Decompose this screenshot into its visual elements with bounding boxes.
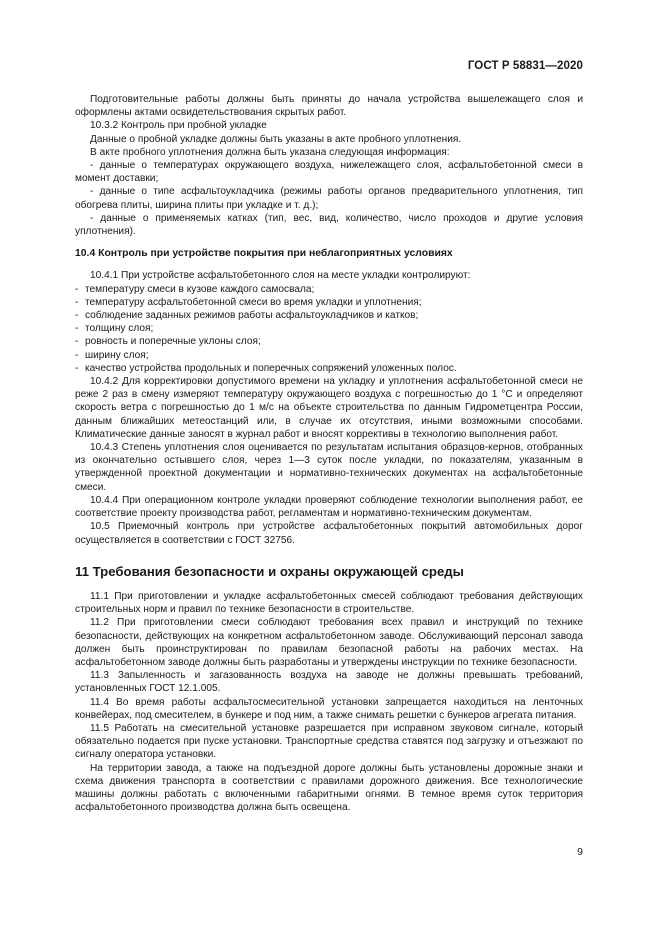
list-dash: - [75,310,79,322]
list-dash: - [75,362,79,374]
page-number: 9 [577,846,583,858]
subsection-heading: 10.4 Контроль при устройстве покрытия при неблагоприятных условиях [75,248,453,260]
list-dash: - [75,323,79,335]
list-item-text: соблюдение заданных режимов работы асфальтоукладчиков и катков; [85,310,419,322]
list-dash: - [75,296,79,308]
list-item [75,283,583,296]
paragraph: 10.3.2 Контроль при пробной укладке [90,120,267,132]
list-dash: - [75,349,79,361]
list-item-text: ровность и поперечные уклоны слоя; [85,336,261,348]
paragraph: - данные о типе асфальтоукладчика (режимы работы органов предварительного уплотнения, тип обогрева плиты, ширина плиты при укладке и т. д.); [75,186,583,211]
list-item [75,309,583,322]
paragraph: 10.4.2 Для корректировки допустимого времени на укладку и уплотнения асфальтобетонной смеси не реже 2 раз в смену измеряют температуру окружающего воздуха с погрешностью до 1 °С и определяют скорость ветра с погрешностью до 1 м/с на объекте строительства по данным Гидрометцентра России, данным ближайших метеостанций или, в случае их отсутствия, иными возможными способами. Климатические данные заносят в журнал работ и вносят коррективы в технологию выполнения работ. [75,376,583,440]
paragraph: 10.5 Приемочный контроль при устройстве асфальтобетонных покрытий автомобильных дорог осуществляется в соответствии с ГОСТ 32756. [75,521,583,546]
list-item [75,296,583,309]
paragraph: 11.4 Во время работы асфальтосмесительной установки запрещается находиться на ленточных конвейерах, под смесителем, в бункере и под ним, а также снимать решетки с бункеров агрегата питания. [75,696,583,721]
paragraph: 10.4.4 При операционном контроле укладки проверяют соблюдение технологии выполнения работ, ее соответствие проекту производства работ, регламентам и нормативно-техническим документам. [75,494,583,520]
paragraph: 11.1 При приготовлении и укладке асфальтобетонных смесей соблюдают требования действующих строительных норм и правил по технике безопасности в строительстве. [75,590,583,616]
paragraph: 11.3 Запыленность и загазованность воздуха на заводе не должны превышать требований, установленных ГОСТ 12.1.005. [75,670,583,695]
list-dash: - [75,336,79,348]
paragraph: Данные о пробной укладке должны быть указаны в акте пробного уплотнения. [90,133,462,145]
paragraph: - данные о применяемых катках (тип, вес, вид, количество, число проходов и другие условия уплотнения). [75,212,583,238]
paragraph: 11.2 При приготовлении смеси соблюдают требования всех правил и инструкций по технике безопасности, действующих на конкретном асфальтобетонном заводе. Обслуживающий персонал завода должен быть проинструктирован по правилам безопасной работы на рабочих местах. На асфальтобетонном заводе должны быть разработаны и утверждены инструкции по технике безопасности. [75,617,583,668]
list-item [75,322,583,335]
list-item [75,335,583,348]
paragraph: В акте пробного уплотнения должна быть указана следующая информация: [90,146,450,158]
document-header: ГОСТ Р 58831—2020 [467,60,583,72]
list-item-text: качество устройства продольных и поперечных сопряжений уложенных полос. [85,362,457,374]
list-item-text: температуру смеси в кузове каждого самосвала; [85,283,315,295]
list-item [75,349,583,362]
section-heading: 11 Требования безопасности и охраны окружающей среды [75,563,464,579]
list-dash: - [75,283,79,295]
list-item-text: ширину слоя; [85,349,149,361]
paragraph: 11.5 Работать на смесительной установке разрешается при исправном звуковом сигнале, который обязательно подается при пуске установки. Транспортные средства ставятся под загрузку и отъезжают по сигналу оператора установки. [75,722,583,761]
paragraph: 10.4.1 При устройстве асфальтобетонного слоя на месте укладки контролируют: [90,270,471,282]
list-item [75,362,583,375]
paragraph: - данные о температурах окружающего воздуха, нижележащего слоя, асфальтобетонной смеси в момент доставки; [75,160,583,185]
paragraph: Подготовительные работы должны быть приняты до начала устройства вышележащего слоя и оформлены актами освидетельствования скрытых работ. [75,94,583,119]
paragraph: 10.4.3 Степень уплотнения слоя оценивается по результатам испытания образцов-кернов, отобранных из окончательно остывшего слоя, через 1—3 суток после укладки, по показателям, указанным в утвержденной проектной документации и нормативно-технических документах на асфальтобетонные смеси. [75,442,583,493]
list-item-text: температуру асфальтобетонной смеси во время укладки и уплотнения; [85,296,422,308]
paragraph: На территории завода, а также на подъездной дороге должны быть установлены дорожные знаки и схема движения транспорта в соответствии с правилами дорожного движения. Все технологические машины должны работать с включенными габаритными огнями. В темное время суток территория асфальтобетонного производства должна быть освещена. [75,762,583,814]
document-body [75,93,583,814]
list-item-text: толщину слоя; [85,323,154,335]
